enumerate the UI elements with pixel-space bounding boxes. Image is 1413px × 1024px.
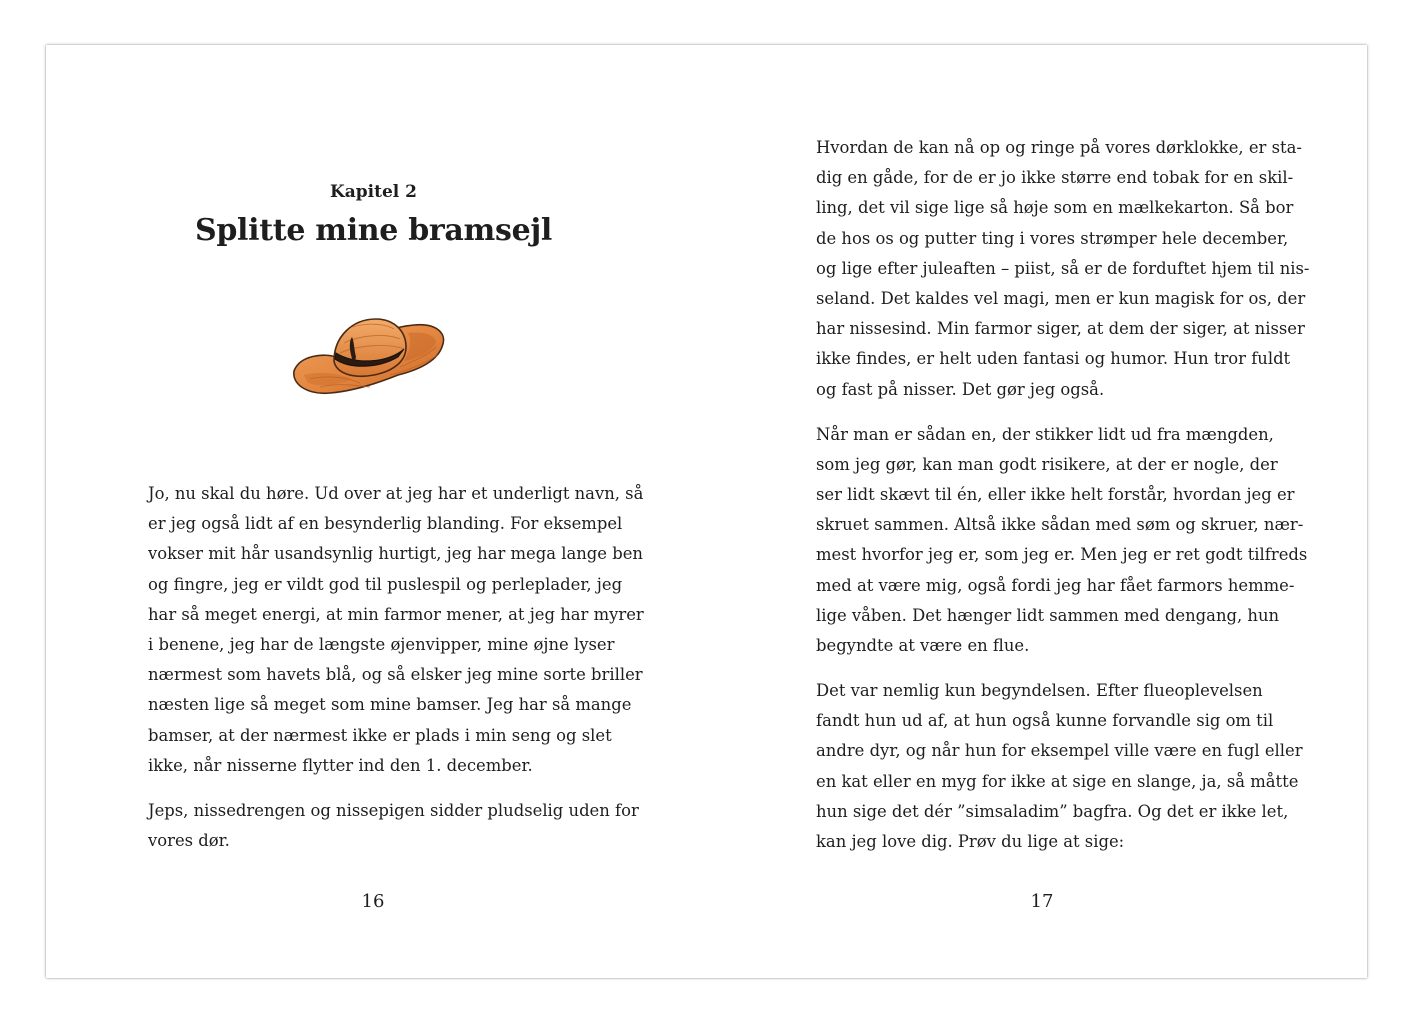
text-line: ser lidt skævt til én, eller ikke helt forstår, hvordan jeg er (816, 485, 1295, 505)
text-line: og lige efter juleaften – piist, så er de forduftet hjem til nis- (816, 258, 1310, 278)
text-line: skruet sammen. Altså ikke sådan med søm og skruer, nær- (816, 515, 1304, 535)
text-line: Jo, nu skal du høre. Ud over at jeg har et underligt navn, så (148, 484, 644, 503)
text-line: som jeg gør, kan man godt risikere, at der er nogle, der (816, 454, 1278, 474)
paragraph (148, 796, 639, 856)
text-line: ikke findes, er helt uden fantasi og humor. Hun tror fuldt (816, 349, 1291, 369)
text-line: næsten lige så meget som mine bamser. Jeg har så mange (148, 695, 632, 715)
right-page (706, 45, 1367, 978)
text-line: er jeg også lidt af en besynderlig blanding. For eksempel (148, 514, 623, 534)
text-line: seland. Det kaldes vel magi, men er kun magisk for os, der (816, 289, 1306, 309)
chapter-label: Kapitel 2 (329, 182, 417, 202)
text-line: bamser, at der nærmest ikke er plads i min seng og slet (148, 725, 612, 745)
text-line: og fingre, jeg er vildt god til puslespil og perleplader, jeg (148, 574, 623, 594)
text-line: mest hvorfor jeg er, som jeg er. Men jeg er ret godt tilfreds (816, 545, 1308, 565)
left-body-text (148, 479, 644, 871)
text-line: Hvordan de kan nå op og ringe på vores dørklokke, er sta- (816, 138, 1302, 157)
paragraph (816, 133, 1310, 405)
paragraph (148, 479, 644, 781)
text-line: med at være mig, også fordi jeg har fået farmors hemme- (816, 575, 1295, 595)
text-line: ikke, når nisserne flytter ind den 1. december. (148, 755, 533, 775)
text-line: ling, det vil sige lige så høje som en mælkekarton. Så bor (816, 198, 1294, 218)
text-line: i benene, jeg har de længste øjenvipper, mine øjne lyser (148, 635, 615, 655)
text-line: Det var nemlig kun begyndelsen. Efter flueoplevelsen (816, 681, 1263, 701)
text-line: og fast på nisser. Det gør jeg også. (816, 379, 1105, 399)
right-body-text (816, 133, 1310, 872)
text-line: Når man er sådan en, der stikker lidt ud fra mængden, (816, 424, 1274, 444)
text-line: lige våben. Det hænger lidt sammen med dengang, hun (816, 605, 1280, 625)
text-line: de hos os og putter ting i vores strømper hele december, (816, 228, 1289, 248)
book-spread (46, 45, 1367, 978)
text-line: har så meget energi, at min farmor mener, at jeg har myrer (148, 604, 644, 624)
text-line: kan jeg love dig. Prøv du lige at sige: (816, 832, 1125, 852)
text-line: Jeps, nissedrengen og nissepigen sidder pludselig uden for (148, 800, 639, 820)
text-line: dig en gåde, for de er jo ikke større end tobak for en skil- (816, 168, 1294, 188)
left-page (46, 45, 706, 978)
chapter-title: Splitte mine bramsejl (194, 213, 553, 248)
page-number: 16 (361, 891, 385, 912)
text-line: nærmest som havets blå, og så elsker jeg mine sorte briller (148, 665, 643, 685)
text-line: har nissesind. Min farmor siger, at dem der siger, at nisser (816, 319, 1305, 339)
text-line: en kat eller en myg for ikke at sige en slange, ja, så måtte (816, 771, 1299, 791)
text-line: hun sige det dér ”simsaladim” bagfra. Og det er ikke let, (816, 801, 1289, 821)
text-line: fandt hun ud af, at hun også kunne forvandle sig om til (816, 711, 1274, 731)
straw-hat-icon (290, 313, 448, 399)
text-line: andre dyr, og når hun for eksempel ville være en fugl eller (816, 741, 1303, 761)
paragraph (816, 676, 1303, 857)
text-line: vores dør. (148, 831, 230, 851)
text-line: begyndte at være en flue. (816, 636, 1030, 656)
text-line: vokser mit hår usandsynlig hurtigt, jeg har mega lange ben (148, 544, 643, 564)
page-number: 17 (1030, 891, 1054, 912)
paragraph (816, 420, 1308, 662)
